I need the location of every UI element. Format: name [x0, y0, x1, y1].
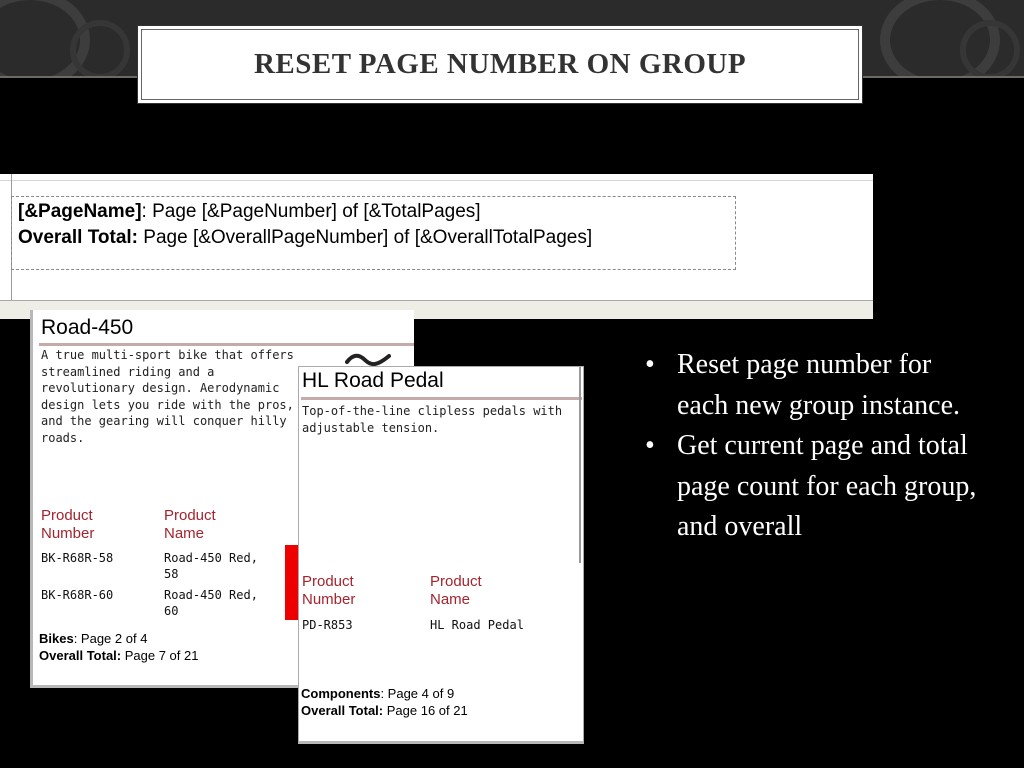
slide-title: RESET PAGE NUMBER ON GROUP: [253, 48, 747, 80]
footer-group-text: : Page 2 of 4: [73, 631, 148, 646]
table-cell-name: HL Road Pedal: [430, 618, 524, 632]
bullet-item: [645, 426, 985, 548]
title-underline: [39, 343, 414, 346]
column-header-product-name: Product Name: [164, 507, 216, 542]
template-line-overall: [18, 227, 592, 249]
bullet-dot: •: [645, 349, 655, 380]
page-header-template-screenshot: [0, 174, 873, 319]
footer-group-label: Bikes: [39, 631, 74, 646]
footer-group-page: [301, 685, 454, 702]
template-overall-expression: Page [&OverallPageNumber] of [&OverallTotalPages]: [138, 227, 593, 248]
table-cell-number: BK-R68R-58: [41, 551, 114, 565]
table-cell-number: BK-R68R-60: [41, 588, 114, 602]
column-header-product-number: Product Number: [41, 507, 95, 542]
product-title: HL Road Pedal: [302, 369, 444, 392]
template-line-page: [18, 201, 481, 223]
footer-group-label: Components: [301, 686, 381, 701]
damask-ornament: [70, 20, 130, 78]
slide-title-box: [137, 25, 863, 104]
damask-ornament: [960, 20, 1020, 78]
table-cell-name: Road-450 Red, 60: [164, 588, 258, 618]
product-description: A true multi-sport bike that offers streamlined riding and a revolutionary design. Aerodynamic design lets you ride with the pros, and the gearing will conquer hilly roads.: [41, 348, 294, 445]
template-pagename-field: [&PageName]: [18, 201, 142, 222]
template-overall-label: Overall Total:: [18, 227, 139, 248]
bullet-list: [645, 345, 985, 548]
product-description: Top-of-the-line clipless pedals with adjustable tension.: [302, 404, 563, 435]
bullet-dot: •: [645, 430, 655, 461]
product-title: Road-450: [41, 316, 134, 339]
footer-overall-text: Page 16 of 21: [383, 703, 468, 718]
title-underline: [301, 397, 582, 400]
report-page-hl-road-pedal: [298, 366, 584, 744]
footer-overall-text: Page 7 of 21: [121, 648, 199, 663]
bullet-item: [645, 345, 985, 426]
template-textbox-frame: [11, 196, 736, 270]
page-side-scrollbar: [579, 367, 581, 563]
footer-overall-label: Overall Total:: [301, 703, 384, 718]
footer-group-page: [39, 630, 147, 647]
template-page-expression: : Page [&PageNumber] of [&TotalPages]: [141, 201, 481, 222]
bullet-text: Get current page and total page count for each group, and overall: [677, 430, 977, 542]
template-top-edge: [0, 180, 873, 181]
footer-group-text: : Page 4 of 9: [380, 686, 455, 701]
bullet-text: Reset page number for each new group instance.: [677, 349, 960, 421]
table-cell-number: PD-R853: [302, 618, 353, 632]
table-cell-name: Road-450 Red, 58: [164, 551, 258, 581]
column-header-product-number: Product Number: [302, 573, 356, 608]
column-header-product-name: Product Name: [430, 573, 482, 608]
footer-overall-label: Overall Total:: [39, 648, 122, 663]
footer-overall-page: [39, 647, 198, 664]
footer-overall-page: [301, 702, 468, 719]
